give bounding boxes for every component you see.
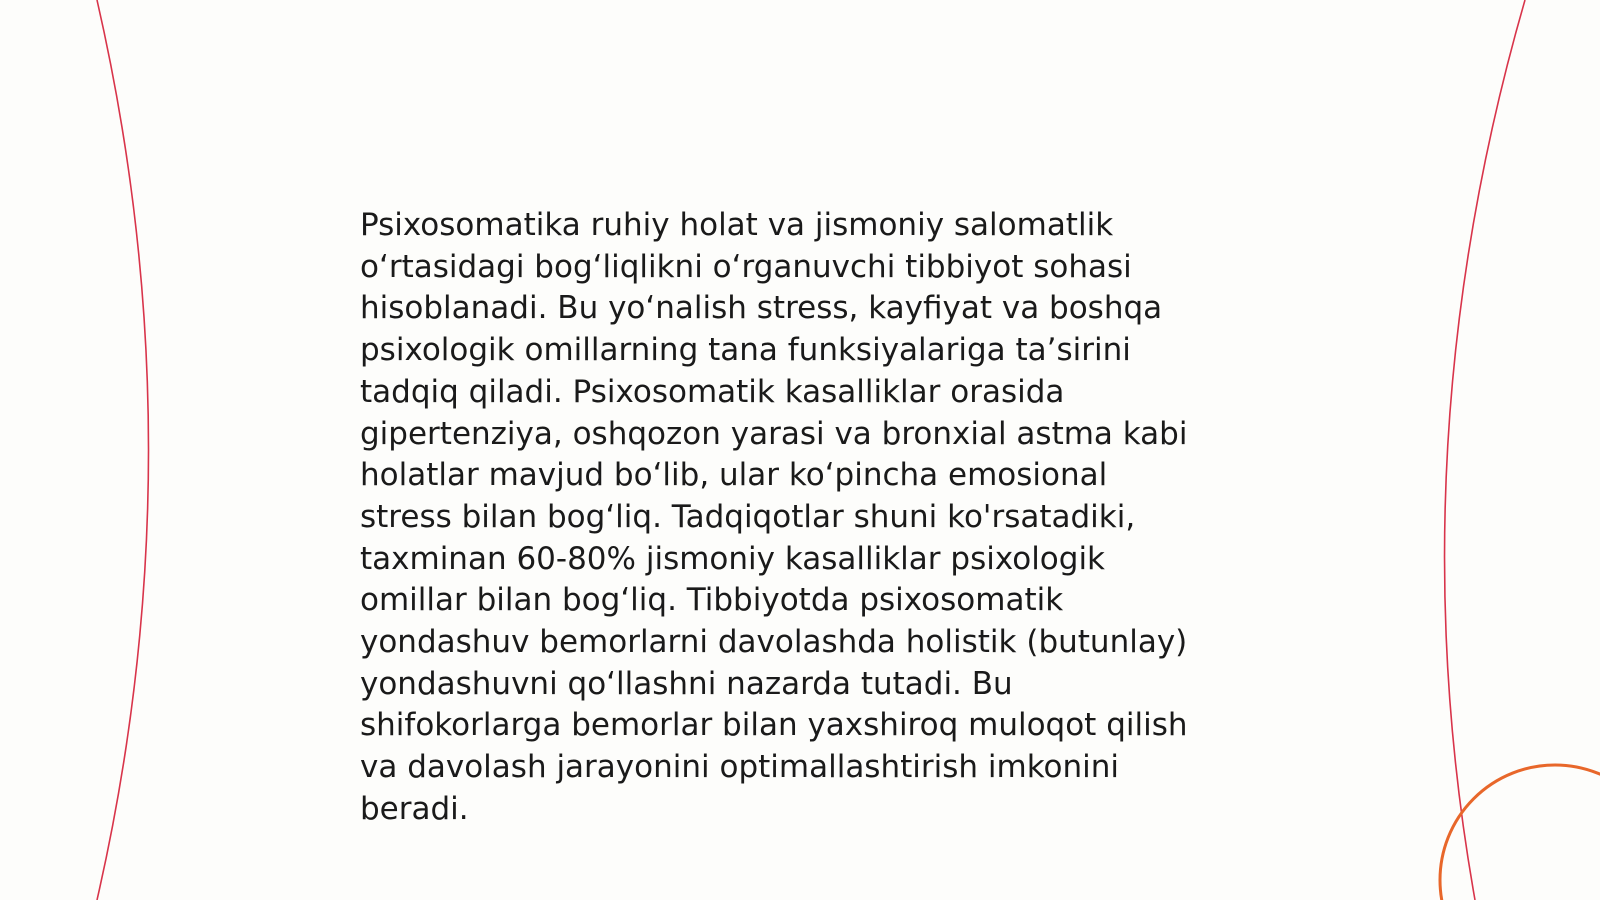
right-arc-line (1445, 0, 1525, 900)
body-paragraph: Psixosomatika ruhiy holat va jismoniy salomatlik o‘rtasidagi bog‘liqlikni o‘rganuvchi tibbiyot sohasi hisoblanadi. Bu yo‘nalish stress, kayfiyat va boshqa psixologik omillarning tana funksiyalariga ta’sirini tadqiq qiladi. Psixosomatik kasalliklar orasida gipertenziya, oshqozon yarasi va bronxial astma kabi holatlar mavjud bo‘lib, ular ko‘pincha emosional stress bilan bog‘liq. Tadqiqotlar shuni ko'rsatadiki, taxminan 60-80% jismoniy kasalliklar psixologik omillar bilan bog‘liq. Tibbiyotda psixosomatik yondashuv bemorlarni davolashda holistik (butunlay) yondashuvni qo‘llashni nazarda tutadi. Bu shifokorlarga bemorlar bilan yaxshiroq muloqot qilish va davolash jarayonini optimallashtirish imkonini beradi. (360, 207, 1188, 827)
left-arc-line (97, 0, 149, 900)
